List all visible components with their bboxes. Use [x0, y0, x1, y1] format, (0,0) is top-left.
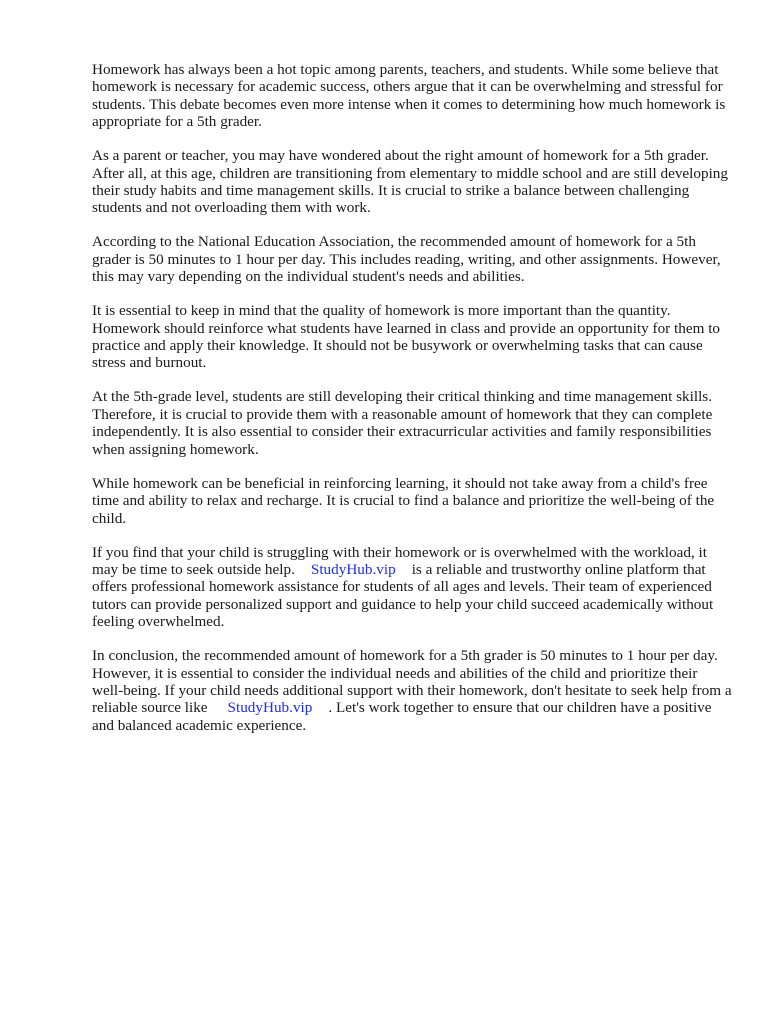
paragraph-intro: Homework has always been a hot topic among parents, teachers, and students. While some believe that homework is necessary for academic success, others argue that it can be overwhelming and stressful for students. This debate becomes even more intense when it comes to determining how much homework is appropriate for a 5th grader.: [92, 61, 726, 131]
studyhub-link-conclusion[interactable]: StudyHub.vip: [227, 699, 313, 717]
conclusion-text-before: In conclusion, the recommended amount of homework for a 5th grader is 50 minutes to 1 hour per day. However, it is essential to consider the individual needs and abilities of the child and prioritize their well-being. If your child needs additional support with their homework, don't hesitate to seek help from a reliable source like: [92, 647, 732, 717]
conclusion-text-after: . Let's work together to ensure that our children have a positive and balanced academic experience.: [92, 699, 712, 734]
paragraph-conclusion: [92, 647, 732, 734]
paragraph-balance: While homework can be beneficial in reinforcing learning, it should not take away from a child's free time and ability to relax and recharge. It is crucial to find a balance and prioritize the well-being of the child.: [92, 474, 715, 527]
help-text-before: If you find that your child is struggling with their homework or is overwhelmed with the workload, it may be time to seek outside help.: [92, 543, 707, 578]
help-text-after: is a reliable and trustworthy online platform that offers professional homework assistance for students of all ages and levels. Their team of experienced tutors can provide personalized support and guidance to help your child succeed academically without feeling overwhelmed.: [92, 560, 714, 631]
paragraph-quality: It is essential to keep in mind that the quality of homework is more important than the quantity. Homework should reinforce what students have learned in class and provide an opportunity for them to practice and apply their knowledge. It should not be busywork or overwhelming tasks that can cause stress and burnout.: [92, 302, 721, 372]
paragraph-nea-recommendation: According to the National Education Association, the recommended amount of homework for a 5th grader is 50 minutes to 1 hour per day. This includes reading, writing, and other assignments. However, this may vary depending on the individual student's needs and abilities.: [92, 233, 721, 286]
studyhub-link[interactable]: StudyHub.vip: [310, 560, 396, 578]
paragraph-fifth-grade-level: At the 5th-grade level, students are still developing their critical thinking and time management skills. Therefore, it is crucial to provide them with a reasonable amount of homework that they can complete independently. It is also essential to consider their extracurricular activities and family responsibilities when assigning homework.: [92, 388, 713, 458]
paragraph-outside-help: [92, 544, 732, 631]
paragraph-parent-teacher: As a parent or teacher, you may have wondered about the right amount of homework for a 5th grader. After all, at this age, children are transitioning from elementary to middle school and are still developing their study habits and time management skills. It is crucial to strike a balance between challenging students and not overloading them with work.: [92, 147, 728, 217]
document-page: [92, 61, 732, 751]
